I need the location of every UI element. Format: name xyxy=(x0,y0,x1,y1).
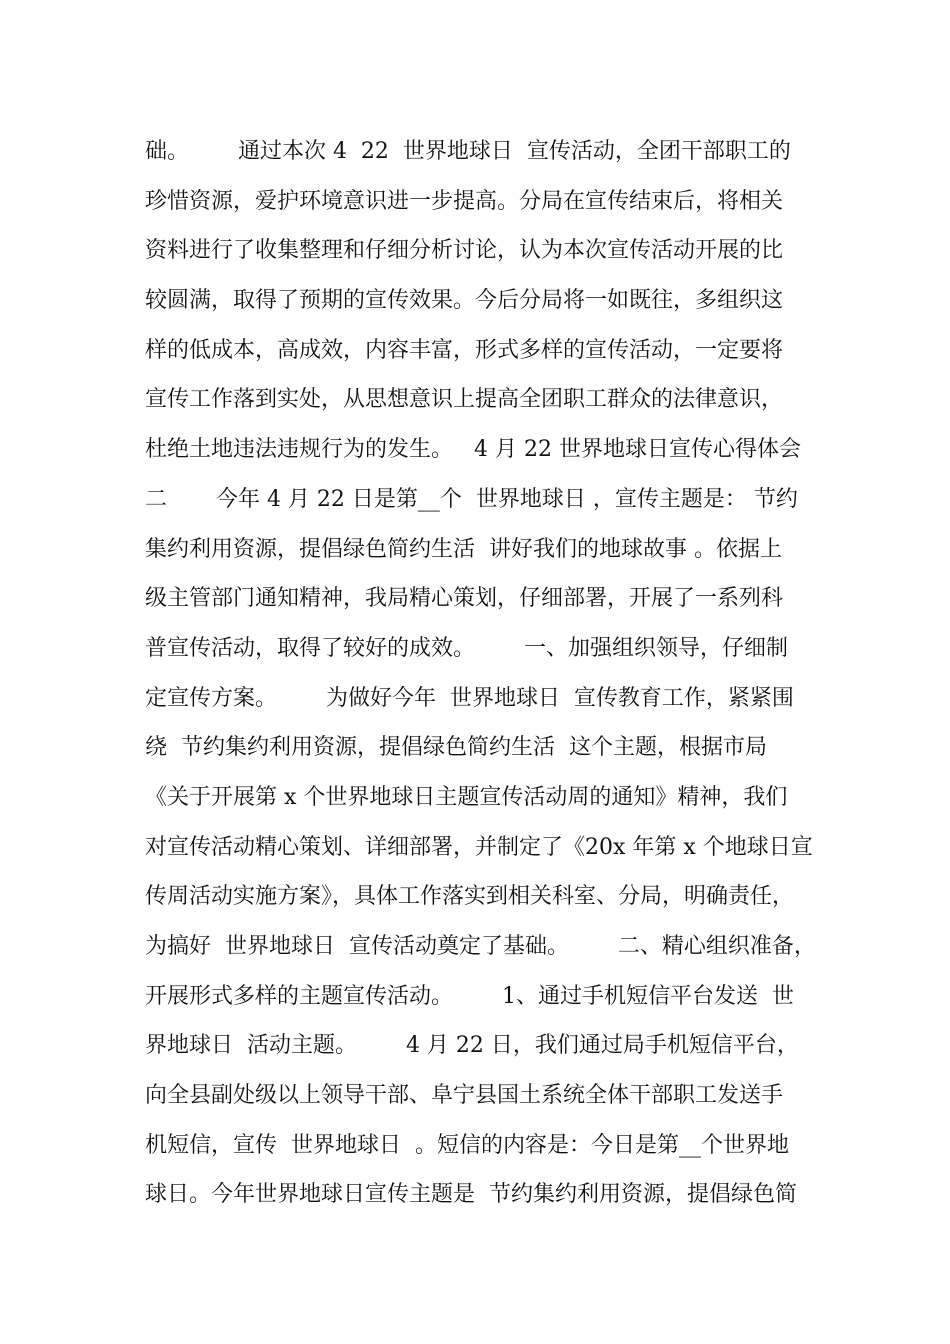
text-line: 开展形式多样的主题宣传活动。 1、通过手机短信平台发送 世 xyxy=(145,983,794,1009)
text-line: 普宣传活动，取得了较好的成效。 一、加强组织领导，仔细制 xyxy=(145,635,788,661)
text-line: 传周活动实施方案》，具体工作落实到相关科室、分局，明确责任， xyxy=(145,884,795,910)
body-text xyxy=(145,132,825,1225)
text-line: 《关于开展第 x 个世界地球日主题宣传活动周的通知》精神，我们 xyxy=(145,784,788,810)
text-line: 杜绝土地违法违规行为的发生。 4 月 22 世界地球日宣传心得体会 xyxy=(145,437,801,463)
text-line: 向全县副处级以上领导干部、阜宁县国土系统全体干部职工发送手 xyxy=(145,1083,784,1109)
text-line: 级主管部门通知精神，我局精心策划，仔细部署，开展了一系列科 xyxy=(145,586,784,612)
text-line: 定宣传方案。 为做好今年 世界地球日 宣传教育工作，紧紧围 xyxy=(145,685,794,711)
text-line: 珍惜资源，爱护环境意识进一步提高。分局在宣传结束后，将相关 xyxy=(145,188,784,214)
text-line: 界地球日 活动主题。 4 月 22 日，我们通过局手机短信平台， xyxy=(145,1033,799,1059)
text-line: 较圆满，取得了预期的宣传效果。今后分局将一如既往，多组织这 xyxy=(145,288,784,314)
text-line: 为搞好 世界地球日 宣传活动奠定了基础。 二、精心组织准备， xyxy=(145,934,816,959)
text-line: 机短信，宣传 世界地球日 。短信的内容是：今日是第__个世界地 xyxy=(145,1132,789,1158)
text-line: 绕 节约集约利用资源，提倡绿色简约生活 这个主题，根据市局 xyxy=(145,735,767,761)
text-line: 宣传工作落到实处，从思想意识上提高全团职工群众的法律意识， xyxy=(145,387,784,413)
text-line: 资料进行了收集整理和仔细分析讨论，认为本次宣传活动开展的比 xyxy=(145,238,784,264)
text-line: 对宣传活动精心策划、详细部署，并制定了《20x 年第 x 个地球日宣 xyxy=(145,834,813,860)
text-line: 球日。今年世界地球日宣传主题是 节约集约利用资源，提倡绿色简 xyxy=(145,1182,797,1208)
text-line: 集约利用资源，提倡绿色简约生活 讲好我们的地球故事 。依据上 xyxy=(145,536,782,562)
text-line: 二 今年 4 月 22 日是第__个 世界地球日 ，宣传主题是： 节约 xyxy=(145,486,798,512)
text-line: 样的低成本，高成效，内容丰富，形式多样的宣传活动，一定要将 xyxy=(145,337,784,363)
text-line: 础。 通过本次 4 22 世界地球日 宣传活动，全团干部职工的 xyxy=(145,139,791,164)
